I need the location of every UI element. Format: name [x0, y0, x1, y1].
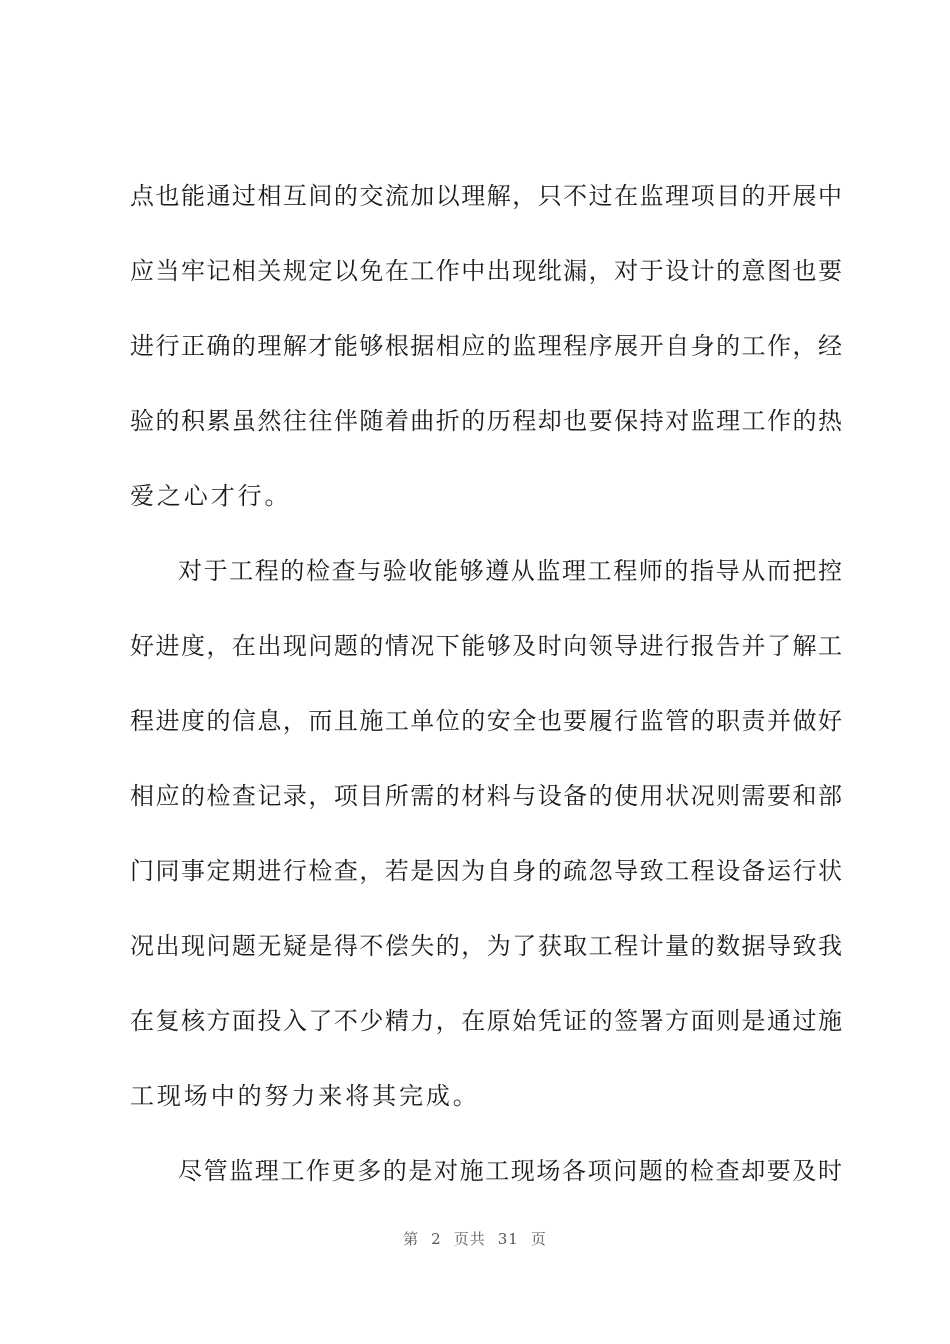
footer-total-pages: 31 — [497, 1230, 519, 1248]
footer-page-number: 2 — [431, 1230, 442, 1248]
text-line: 程进度的信息，而且施工单位的安全也要履行监管的职责并做好 — [130, 707, 842, 735]
text-line: 爱之心才行。 — [130, 482, 292, 510]
footer-prefix: 第 — [403, 1230, 420, 1248]
text-line: 应当牢记相关规定以免在工作中出现纰漏，对于设计的意图也要 — [130, 257, 842, 285]
text-line: 点也能通过相互间的交流加以理解，只不过在监理项目的开展中 — [130, 182, 842, 210]
text-line: 好进度，在出现问题的情况下能够及时向领导进行报告并了解工 — [130, 632, 842, 660]
footer-suffix: 页 — [530, 1230, 547, 1248]
text-line: 况出现问题无疑是得不偿失的，为了获取工程计量的数据导致我 — [130, 932, 842, 960]
text-line: 工现场中的努力来将其完成。 — [130, 1082, 480, 1110]
text-line: 对于工程的检查与验收能够遵从监理工程师的指导从而把控 — [178, 557, 842, 585]
text-line: 门同事定期进行检查，若是因为自身的疏忽导致工程设备运行状 — [130, 857, 842, 885]
text-line: 尽管监理工作更多的是对施工现场各项问题的检查却要及时 — [178, 1157, 842, 1185]
footer-middle: 页共 — [453, 1230, 486, 1248]
text-line: 相应的检查记录，项目所需的材料与设备的使用状况则需要和部 — [130, 782, 842, 810]
text-line: 在复核方面投入了不少精力，在原始凭证的签署方面则是通过施 — [130, 1007, 842, 1035]
page-footer — [0, 1228, 950, 1249]
text-line: 验的积累虽然往往伴随着曲折的历程却也要保持对监理工作的热 — [130, 407, 842, 435]
text-line: 进行正确的理解才能够根据相应的监理程序展开自身的工作，经 — [130, 332, 842, 360]
